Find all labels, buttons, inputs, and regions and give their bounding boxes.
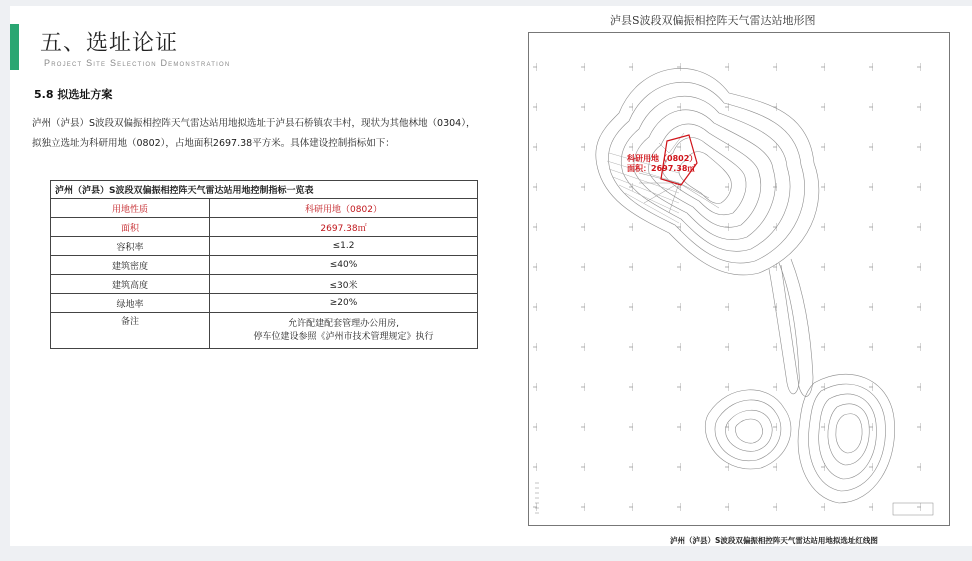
note-value [210,313,478,349]
row-label: 用地性质 [51,199,210,218]
table-row [51,199,478,218]
coordinate-grid [529,33,949,525]
row-label: 面积 [51,218,210,237]
table-row [51,256,478,275]
row-value: ≤30米 [210,275,478,294]
topographic-map [528,32,950,526]
table-row [51,294,478,313]
row-value: 2697.38㎡ [210,218,478,237]
map-caption: 泸州（泸县）S波段双偏振相控阵天气雷达站用地拟选址红线图 [670,536,878,545]
section-paragraph: 泸州（泸县）S波段双偏振相控阵天气雷达站用地拟选址于泸县石桥镇农丰村，现状为其他林地（0304），拟独立选址为科研用地（0802），占地面积2697.38平方米。具体建设控制指标如下： [32,118,476,149]
table-row-note [51,313,478,349]
row-value: ≤1.2 [210,237,478,256]
control-indicator-table [50,180,478,349]
note-line-1: 允许配建配套管理办公用房, [288,318,399,329]
page-subtitle: Project Site Selection Demonstration [44,58,231,68]
row-label: 绿地率 [51,294,210,313]
table-caption: 泸州（泸县）S波段双偏振相控阵天气雷达站用地控制指标一览表 [51,181,478,199]
row-label: 建筑密度 [51,256,210,275]
note-line-2: 停车位建设参照《泸州市技术管理规定》执行 [253,331,434,342]
row-value: ≤40% [210,256,478,275]
table-row [51,218,478,237]
page-title: 五、选址论证 [40,31,179,56]
table-row [51,237,478,256]
map-title: 泸县S波段双偏振相控阵天气雷达站地形图 [610,14,816,27]
row-label: 容积率 [51,237,210,256]
site-label-area: 面积：2697.38㎡ [627,164,696,173]
row-value: ≥20% [210,294,478,313]
accent-bar [10,24,19,70]
site-label-use: 科研用地（0802） [627,154,698,163]
topographic-map-drawing [529,33,949,525]
table-caption-row [51,181,478,199]
note-label: 备注 [51,313,210,349]
row-value: 科研用地（0802） [210,199,478,218]
section-heading: 5.8 拟选址方案 [34,88,113,101]
table-row [51,275,478,294]
slide [10,6,972,546]
row-label: 建筑高度 [51,275,210,294]
